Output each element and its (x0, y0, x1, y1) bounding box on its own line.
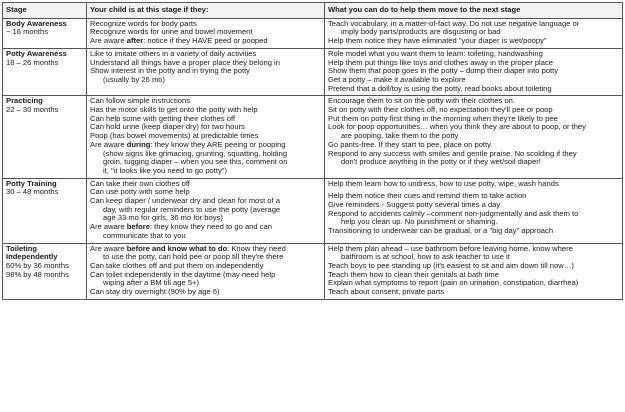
stage-age: ~ 16 months (6, 27, 49, 37)
line-prefix: Are aware (90, 243, 127, 253)
cell-line: don't produce anything in the potty or if they wet/soil diaper! (341, 157, 541, 167)
cell-line: Transitioning to underwear can be gradual, or a "big day" approach (328, 226, 554, 236)
cell-line: groin, tugging diaper – when you see this, comment on (103, 157, 288, 167)
cell-line: Help them put things like toys and clothes away in the proper place (328, 57, 553, 67)
cell-line: wiping after a BM till age 5+) (103, 278, 200, 288)
stage-name: Toileting Independently (6, 243, 58, 262)
signs-cell (87, 18, 325, 48)
line-prefix: Are aware (90, 139, 127, 149)
line-suffix: : Know they need (227, 243, 286, 253)
cell-line: Can use potty with some help (90, 187, 190, 197)
cell-line: (usually by 26 mo) (103, 74, 166, 84)
cell-line: imply body parts/products are disgusting or bad (341, 27, 501, 37)
cell-line: day, with regular reminders to use the potty (average (103, 204, 281, 214)
cell-line: to use the potty, can hold pee or poop till they're there (103, 252, 284, 262)
cell-line: Recognize words for urine and bowel movement (90, 27, 253, 37)
cell-line: Can take clothes off and put them on independently (90, 260, 264, 270)
line-suffix: : notice if they HAVE peed or pooped (143, 36, 268, 46)
cell-line: bathroom is at school, how to ask teacher to use it (341, 252, 510, 262)
potty-stages-table (2, 2, 623, 300)
cell-line: (show signs like grimacing, grunting, squatting, holding (103, 148, 288, 158)
cell-line: Help them learn how to undress, how to use potty, wipe, wash hands (328, 178, 559, 188)
cell-line (90, 37, 321, 46)
stage-cell (3, 178, 87, 243)
actions-cell (325, 243, 623, 299)
cell-line: it, "it looks like you need to go potty") (103, 165, 228, 175)
table-row (3, 48, 623, 96)
cell-line: Put them on potty first thing in the morning when they're likely to pee (328, 113, 558, 123)
actions-cell (325, 178, 623, 243)
cell-line: Get a potty – make it available to explore (328, 74, 466, 84)
stage-name: Potty Awareness (6, 48, 67, 58)
actions-cell (325, 48, 623, 96)
stage-name: Practicing (6, 96, 43, 106)
line-emphasis: during (126, 139, 151, 149)
signs-cell (87, 243, 325, 299)
line-prefix: Are aware (90, 222, 127, 232)
cell-line: Respond to accidents calmly –comment non-judgmentally and ask them to (328, 208, 579, 218)
line-emphasis: before and know what to do (126, 243, 228, 253)
table-row (3, 18, 623, 48)
table-row (3, 178, 623, 243)
cell-line: Respond to any success with smiles and gentle praise. No scolding if they (328, 148, 577, 158)
stage-name: Body Awareness (6, 18, 67, 28)
cell-line: Teach boys to pee standing up (it's easiest to sit and aim down till now…) (328, 260, 574, 270)
cell-line: Can follow simple instructions (90, 96, 191, 106)
cell-line: Role model what you want them to learn: toileting, handwashing (328, 48, 543, 58)
signs-cell (87, 178, 325, 243)
cell-line: communicate that to you (103, 230, 186, 240)
stage-age: 18 – 26 months (6, 57, 59, 67)
cell-line: Teach about consent, private parts (328, 287, 445, 297)
stage-cell (3, 243, 87, 299)
line-emphasis: after (126, 36, 144, 46)
stage-cell (3, 96, 87, 178)
cell-line: Explain what symptoms to report (pain on urination, constipation, diarrhea) (328, 278, 579, 288)
line-prefix: Are aware (90, 36, 127, 46)
cell-line: Like to imitate others in a variety of daily activities (90, 48, 257, 58)
cell-line: help you clean up. No punishment or shaming. (341, 217, 498, 227)
cell-line: Encourage them to sit on the potty with their clothes on. (328, 96, 515, 106)
cell-line: Help them notice their cues and remind them to take action (328, 191, 527, 201)
signs-cell (87, 96, 325, 178)
cell-line: Help them notice they have eliminated "your diaper is wet/poopy" (328, 36, 547, 46)
cell-line: Look for poop opportunities… when you think they are about to poop, or they (328, 122, 586, 132)
line-emphasis: before (126, 222, 150, 232)
signs-cell (87, 48, 325, 96)
stage-age: 22 – 30 months (6, 105, 59, 115)
cell-line: Show them that poop goes in the potty – dump their diaper into potty (328, 66, 559, 76)
cell-line: Pretend that a doll/toy is using the potty, read books about toileting (328, 83, 552, 93)
cell-line: Teach them how to clean their genitals at bath time (328, 269, 499, 279)
cell-line: are pooping, take them to the potty (341, 131, 459, 141)
cell-line: Can hold urine (keep diaper dry) for two hours (90, 122, 245, 132)
line-suffix: : they know they need to go and can (149, 222, 272, 232)
cell-line: Can take their own clothes off (90, 178, 190, 188)
stage-name: Potty Training (6, 178, 57, 188)
cell-line: Give reminders - Suggest potty several times a day (328, 200, 501, 210)
stage-age: 60% by 36 months 98% by 48 months (6, 260, 69, 279)
stage-cell (3, 18, 87, 48)
cell-line: Can help some with getting their clothes off (90, 113, 236, 123)
stage-cell (3, 48, 87, 96)
cell-line: Can toilet independently in the daytime (may need help (90, 269, 276, 279)
cell-line: Help them plan ahead – use bathroom before leaving home, know where (328, 243, 573, 253)
cell-line: Poop (has bowel movements) at predictable times (90, 131, 259, 141)
cell-line: Go pants-free. If they start to pee, place on potty. (328, 139, 493, 149)
cell-line: Recognize words for body parts (90, 18, 197, 28)
stage-age: 30 – 48 months (6, 187, 59, 197)
table-body (3, 18, 623, 299)
line-suffix: : they know they ARE peeing or pooping (150, 139, 286, 149)
table-row (3, 96, 623, 178)
cell-line: age 33 mo for girls, 36 mo for boys) (103, 213, 223, 223)
cell-line: Sit on potty with their clothes off, no expectation they'll pee or poop (328, 105, 553, 115)
actions-cell (325, 96, 623, 178)
cell-line: Understand all things have a proper place they belong in (90, 57, 280, 67)
header-stage: Stage (3, 3, 87, 19)
cell-line: Can stay dry overnight (90% by age 6) (90, 287, 220, 297)
header-signs: Your child is at this stage if they: (87, 3, 325, 19)
actions-cell (325, 18, 623, 48)
table-header-row (3, 3, 623, 19)
table-row (3, 243, 623, 299)
header-actions: What you can do to help them move to the next stage (325, 3, 623, 19)
cell-line: Teach vocabulary, in a matter-of-fact way. Do not use negative language or (328, 18, 580, 28)
cell-line: Show interest in the potty and in trying the potty (90, 66, 250, 76)
cell-line: Has the motor skills to get onto the potty with help (90, 105, 258, 115)
cell-line: Can keep diaper / underwear dry and clean for most of a (90, 196, 280, 206)
